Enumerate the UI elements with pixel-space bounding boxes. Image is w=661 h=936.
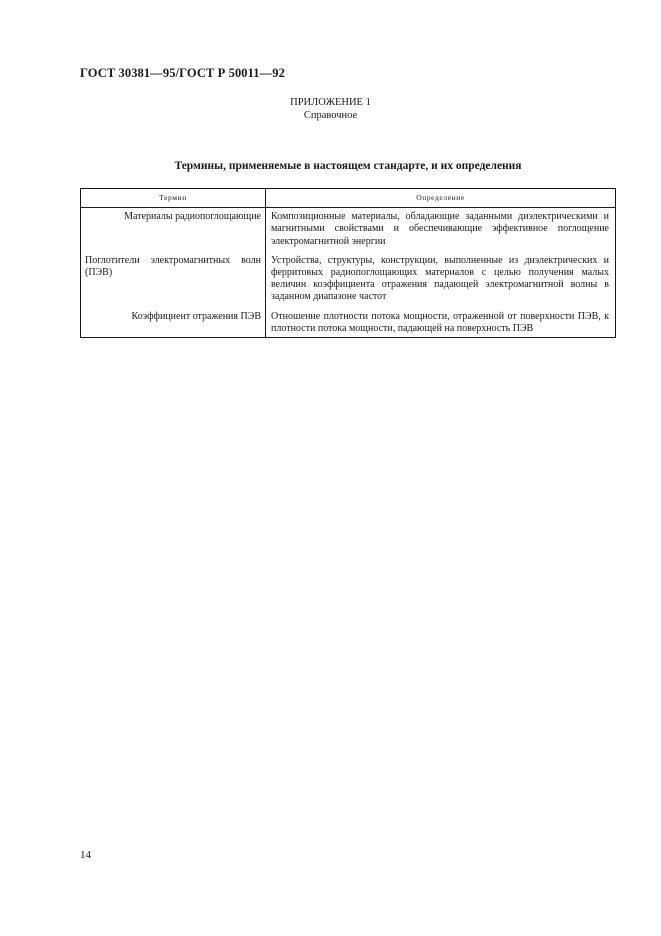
terms-table (80, 188, 616, 338)
term-cell: Поглотители электромагнитных волн (ПЭВ) (81, 253, 266, 309)
definition-cell: Композиционные материалы, обладающие заданными диэлектрическими и магнитными свойствами и обеспечивающие эффективное поглощение электромагнитной энергии (271, 211, 609, 247)
document-code: ГОСТ 30381—95/ГОСТ Р 50011—92 (80, 66, 285, 80)
term-cell: Материалы радиопоглощающие (81, 208, 266, 253)
definition-cell: Отношение плотности потока мощности, отраженной от поверхности ПЭВ, к плотности потока мощности, падающей на поверхность ПЭВ (271, 310, 609, 334)
table-title: Термины, применяемые в настоящем стандарте, и их определения (174, 160, 522, 172)
definition-cell: Устройства, структуры, конструкции, выполненные из диэлектрических и ферритовых радиопоглощающих материалов с целью получения малых величин коэффициента отражения падающей электромагнитной волны в заданном диапазоне частот (271, 254, 609, 303)
column-header-definition: Определение (266, 189, 616, 208)
column-header-term: Термин (81, 189, 266, 208)
table-row (81, 208, 616, 253)
appendix-title: ПРИЛОЖЕНИЕ 1 (290, 97, 371, 108)
term-cell: Коэффициент отражения ПЭВ (81, 309, 266, 338)
table-header-row (81, 189, 616, 208)
appendix-heading (0, 96, 661, 122)
appendix-note: Справочное (303, 110, 358, 121)
table-row (81, 309, 616, 338)
page-number: 14 (80, 849, 91, 861)
table-row (81, 253, 616, 309)
